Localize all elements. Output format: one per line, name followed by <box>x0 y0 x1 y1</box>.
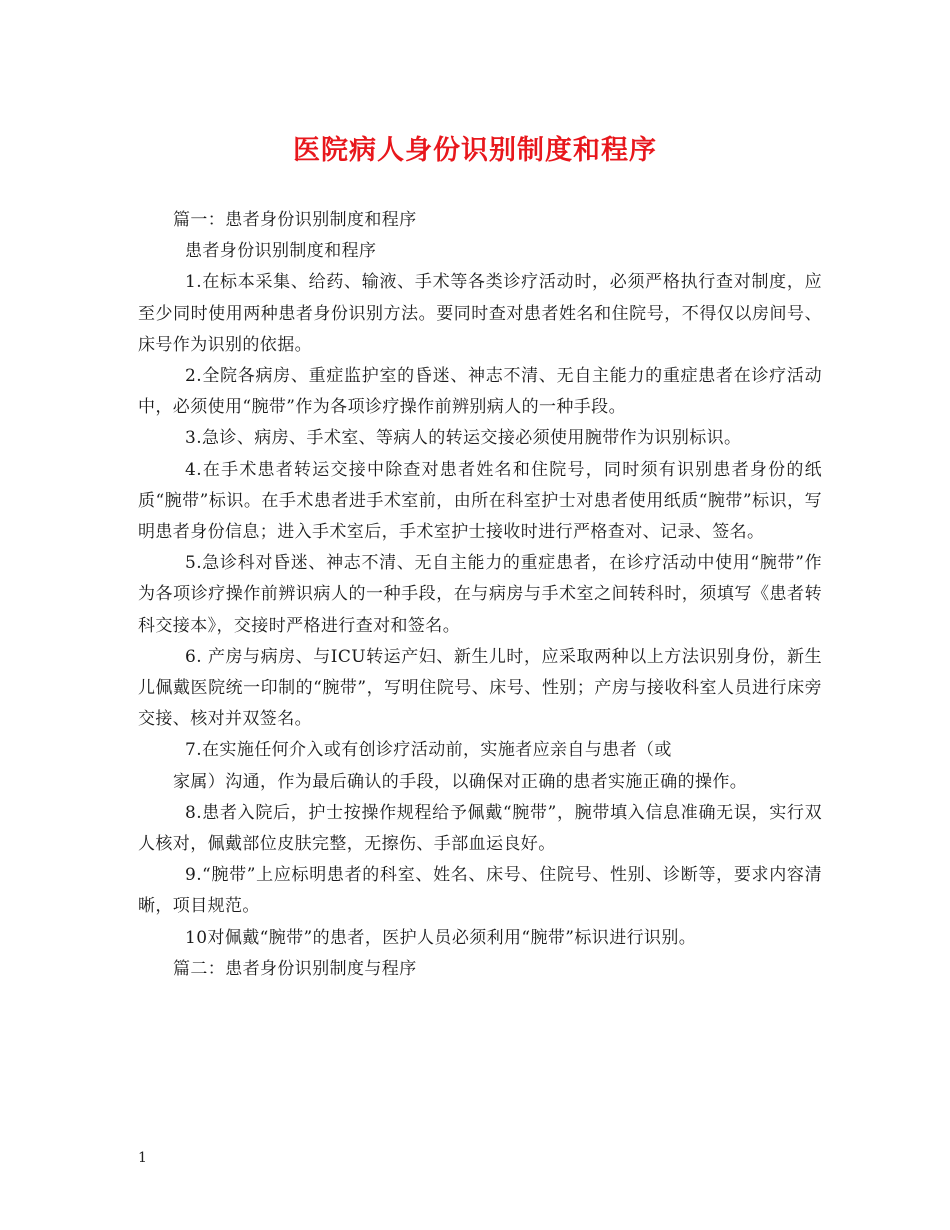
paragraph-item-9: 9.“腕带”上应标明患者的科室、姓名、床号、住院号、性别、诊断等，要求内容清晰，项目规范。 <box>138 865 822 917</box>
section-heading-2: 篇二：患者身份识别制度与程序 <box>173 958 417 979</box>
document-title: 医院病人身份识别制度和程序 <box>293 135 657 166</box>
paragraph-item-10: 10对佩戴“腕带”的患者，医护人员必须利用“腕带”标识进行识别。 <box>185 927 697 948</box>
section-heading-1: 篇一：患者身份识别制度和程序 <box>173 210 417 230</box>
paragraph-item-5: 5.急诊科对昏迷、神志不清、无自主能力的重症患者，在诊疗活动中使用“腕带”作为各项诊疗操作前辨识病人的一种手段，在与病房与手术室之间转科时，须填写《患者转科交接本》，交接时严格进行查对和签名。 <box>138 553 822 636</box>
document-body <box>138 205 822 985</box>
paragraph-item-7: 7.在实施任何介入或有创诊疗活动前，实施者应亲自与患者（或 <box>185 740 672 761</box>
paragraph-item-6: 6. 产房与病房、与ICU转运产妇、新生儿时，应采取两种以上方法识别身份，新生儿佩戴医院统一印制的“腕带”，写明住院号、床号、性别；产房与接收科室人员进行床旁交接、核对并双签名。 <box>138 646 822 730</box>
paragraph-item-2: 2.全院各病房、重症监护室的昏迷、神志不清、无自主能力的重症患者在诊疗活动中，必须使用“腕带”作为各项诊疗操作前辨别病人的一种手段。 <box>138 366 822 418</box>
paragraph-item-4: 4.在手术患者转运交接中除查对患者姓名和住院号，同时须有识别患者身份的纸质“腕带”标识。在手术患者进手术室前，由所在科室护士对患者使用纸质“腕带”标识，写明患者身份信息；进入手术室后，手术室护士接收时进行严格查对、记录、签名。 <box>138 459 822 543</box>
paragraph-item-7-continued: 家属）沟通，作为最后确认的手段，以确保对正确的患者实施正确的操作。 <box>173 771 748 792</box>
paragraph-item-1: 1.在标本采集、给药、输液、手术等各类诊疗活动时，必须严格执行查对制度，应至少同时使用两种患者身份识别方法。要同时查对患者姓名和住院号，不得仅以房间号、床号作为识别的依据。 <box>138 272 822 355</box>
paragraph-item-3: 3.急诊、病房、手术室、等病人的转运交接必须使用腕带作为识别标识。 <box>185 428 742 449</box>
page-number: 1 <box>138 1150 147 1166</box>
paragraph-item-8: 8.患者入院后，护士按操作规程给予佩戴“腕带”，腕带填入信息准确无误，实行双人核对，佩戴部位皮肤完整，无擦伤、手部血运良好。 <box>138 802 822 855</box>
subsection-heading: 患者身份识别制度和程序 <box>185 241 377 262</box>
